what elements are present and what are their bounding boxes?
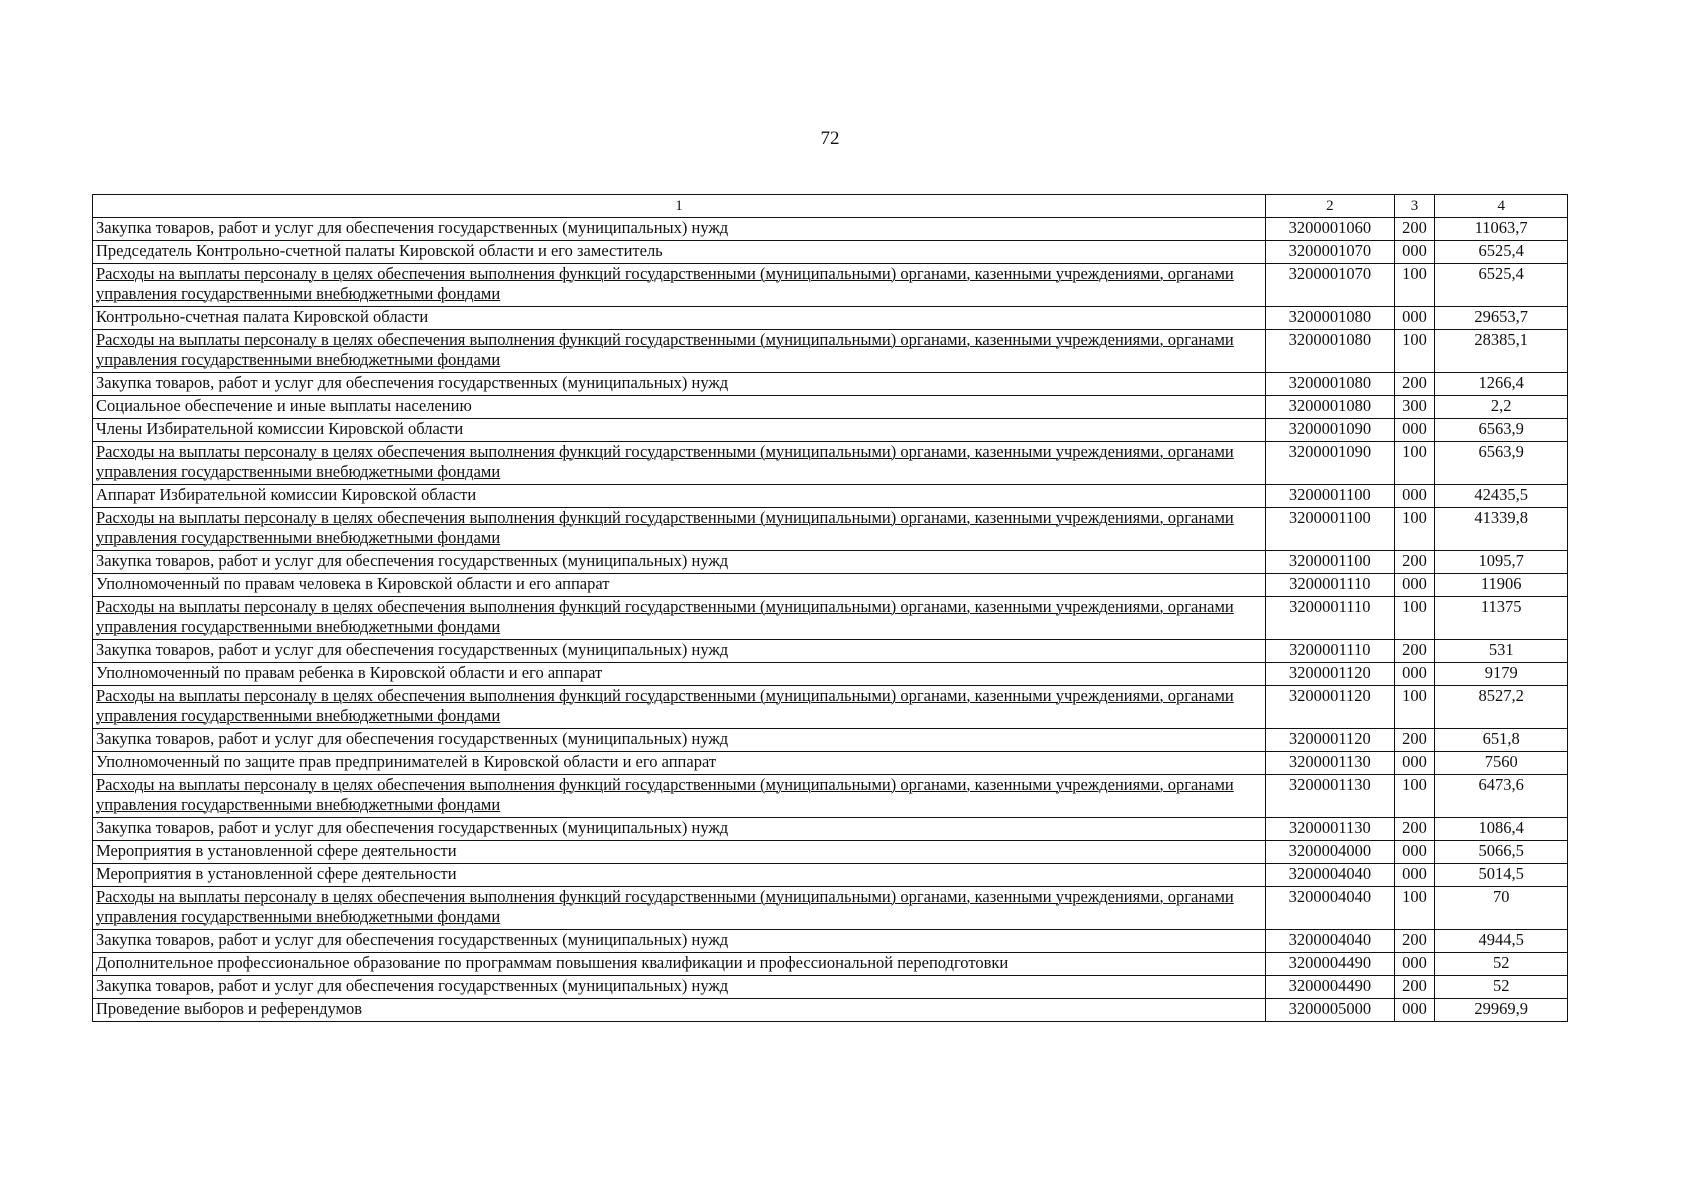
row-sum-cell (1435, 999, 1568, 1022)
row-type-cell (1394, 373, 1435, 396)
row-type-cell (1394, 818, 1435, 841)
row-type-cell (1394, 597, 1435, 640)
table-row (93, 686, 1568, 729)
table-row (93, 841, 1568, 864)
row-type-cell (1394, 729, 1435, 752)
row-type-text: 000 (1402, 999, 1427, 1018)
row-sum-text: 42435,5 (1474, 485, 1528, 504)
table-row (93, 930, 1568, 953)
row-type-text: 000 (1402, 663, 1427, 682)
table-row (93, 999, 1568, 1022)
row-name-cell (93, 330, 1266, 373)
row-type-text: 000 (1402, 241, 1427, 260)
row-name-text: Председатель Контрольно-счетной палаты Кировской области и его заместитель (96, 241, 663, 260)
row-type-cell (1394, 864, 1435, 887)
row-type-cell (1394, 930, 1435, 953)
header-col-1: 1 (93, 195, 1266, 218)
row-type-cell (1394, 976, 1435, 999)
row-code-cell (1266, 551, 1395, 574)
row-code-text: 3200001130 (1288, 818, 1371, 837)
row-sum-text: 651,8 (1482, 729, 1520, 748)
row-code-text: 3200001080 (1288, 396, 1372, 415)
row-sum-cell (1435, 976, 1568, 999)
row-type-cell (1394, 953, 1435, 976)
table-row (93, 419, 1568, 442)
row-sum-text: 70 (1492, 887, 1510, 906)
row-type-cell (1394, 686, 1435, 729)
table-row (93, 307, 1568, 330)
row-type-cell (1394, 442, 1435, 485)
row-name-cell (93, 218, 1266, 241)
row-sum-cell (1435, 396, 1568, 419)
row-name-cell (93, 508, 1266, 551)
row-name-text: Расходы на выплаты персоналу в целях обеспечения выполнения функций государственными (муниципальными) органами, казенными учреждениями, органами управления государственными внебюджетными фондами (96, 686, 1234, 725)
row-name-text: Мероприятия в установленной сфере деятельности (96, 864, 457, 883)
row-sum-text: 29653,7 (1474, 307, 1528, 326)
row-type-cell (1394, 752, 1435, 775)
row-name-cell (93, 241, 1266, 264)
row-sum-cell (1435, 864, 1568, 887)
row-name-text: Контрольно-счетная палата Кировской области (96, 307, 429, 326)
row-sum-text: 6525,4 (1478, 241, 1524, 260)
table-row (93, 729, 1568, 752)
row-name-cell (93, 419, 1266, 442)
row-sum-cell (1435, 241, 1568, 264)
row-code-text: 3200001130 (1288, 775, 1371, 794)
row-sum-text: 5066,5 (1478, 841, 1524, 860)
row-type-text: 100 (1402, 775, 1427, 794)
page-number: 72 (820, 128, 840, 149)
row-name-text: Расходы на выплаты персоналу в целях обеспечения выполнения функций государственными (муниципальными) органами, казенными учреждениями, органами управления государственными внебюджетными фондами (96, 264, 1234, 303)
row-name-text: Члены Избирательной комиссии Кировской области (96, 419, 464, 438)
table-row (93, 264, 1568, 307)
row-name-cell (93, 729, 1266, 752)
table-row (93, 485, 1568, 508)
row-code-text: 3200001110 (1289, 640, 1371, 659)
row-sum-text: 52 (1492, 976, 1510, 995)
row-sum-cell (1435, 841, 1568, 864)
row-name-cell (93, 686, 1266, 729)
row-name-text: Уполномоченный по защите прав предпринимателей в Кировской области и его аппарат (96, 752, 717, 771)
row-code-cell (1266, 818, 1395, 841)
row-name-text: Проведение выборов и референдумов (96, 999, 363, 1018)
row-code-cell (1266, 597, 1395, 640)
row-code-text: 3200001120 (1288, 686, 1371, 705)
row-code-cell (1266, 729, 1395, 752)
table-row (93, 241, 1568, 264)
row-type-text: 000 (1402, 752, 1427, 771)
row-sum-cell (1435, 551, 1568, 574)
row-code-cell (1266, 663, 1395, 686)
row-type-text: 200 (1402, 640, 1427, 659)
row-type-text: 000 (1402, 864, 1427, 883)
table-row (93, 597, 1568, 640)
row-name-cell (93, 999, 1266, 1022)
row-sum-text: 6563,9 (1478, 419, 1524, 438)
table-row (93, 887, 1568, 930)
row-sum-text: 9179 (1484, 663, 1518, 682)
row-name-cell (93, 574, 1266, 597)
row-sum-text: 11063,7 (1474, 218, 1528, 237)
row-type-text: 000 (1402, 574, 1427, 593)
table-row (93, 396, 1568, 419)
row-sum-cell (1435, 775, 1568, 818)
row-code-cell (1266, 752, 1395, 775)
table-body (93, 218, 1568, 1022)
row-sum-cell (1435, 930, 1568, 953)
row-name-text: Закупка товаров, работ и услуг для обеспечения государственных (муниципальных) нужд (96, 930, 729, 949)
row-name-cell (93, 640, 1266, 663)
row-sum-text: 1086,4 (1478, 818, 1524, 837)
row-code-cell (1266, 953, 1395, 976)
row-name-text: Расходы на выплаты персоналу в целях обеспечения выполнения функций государственными (муниципальными) органами, казенными учреждениями, органами управления государственными внебюджетными фондами (96, 508, 1234, 547)
row-name-text: Закупка товаров, работ и услуг для обеспечения государственных (муниципальных) нужд (96, 551, 729, 570)
row-code-text: 3200001070 (1288, 241, 1372, 260)
row-sum-text: 8527,2 (1478, 686, 1524, 705)
row-type-cell (1394, 396, 1435, 419)
row-code-text: 3200001110 (1289, 574, 1371, 593)
row-name-text: Расходы на выплаты персоналу в целях обеспечения выполнения функций государственными (муниципальными) органами, казенными учреждениями, органами управления государственными внебюджетными фондами (96, 442, 1234, 481)
budget-table (92, 194, 1568, 1022)
row-code-cell (1266, 999, 1395, 1022)
row-sum-text: 6473,6 (1478, 775, 1524, 794)
row-type-text: 000 (1402, 307, 1427, 326)
row-type-text: 200 (1402, 218, 1427, 237)
table-row (93, 330, 1568, 373)
row-code-cell (1266, 307, 1395, 330)
row-sum-cell (1435, 686, 1568, 729)
row-code-cell (1266, 419, 1395, 442)
row-name-cell (93, 307, 1266, 330)
table-row (93, 752, 1568, 775)
table-row (93, 574, 1568, 597)
table-row (93, 663, 1568, 686)
row-code-cell (1266, 574, 1395, 597)
row-type-cell (1394, 419, 1435, 442)
row-code-cell (1266, 485, 1395, 508)
row-code-cell (1266, 887, 1395, 930)
row-sum-cell (1435, 373, 1568, 396)
row-name-text: Закупка товаров, работ и услуг для обеспечения государственных (муниципальных) нужд (96, 218, 729, 237)
row-sum-cell (1435, 442, 1568, 485)
row-sum-text: 28385,1 (1474, 330, 1528, 349)
row-code-text: 3200001110 (1289, 597, 1371, 616)
row-type-text: 200 (1402, 729, 1427, 748)
row-sum-text: 11375 (1480, 597, 1522, 616)
header-col-4: 4 (1435, 195, 1568, 218)
row-type-text: 000 (1402, 841, 1427, 860)
row-name-cell (93, 976, 1266, 999)
row-name-cell (93, 841, 1266, 864)
row-type-text: 000 (1402, 419, 1427, 438)
row-code-cell (1266, 218, 1395, 241)
table-row (93, 218, 1568, 241)
table-row (93, 864, 1568, 887)
row-name-text: Расходы на выплаты персоналу в целях обеспечения выполнения функций государственными (муниципальными) органами, казенными учреждениями, органами управления государственными внебюджетными фондами (96, 775, 1234, 814)
row-name-cell (93, 930, 1266, 953)
row-name-cell (93, 818, 1266, 841)
row-name-text: Закупка товаров, работ и услуг для обеспечения государственных (муниципальных) нужд (96, 729, 729, 748)
row-sum-text: 41339,8 (1474, 508, 1528, 527)
row-code-text: 3200004490 (1288, 953, 1372, 972)
row-sum-cell (1435, 752, 1568, 775)
row-sum-cell (1435, 953, 1568, 976)
row-sum-cell (1435, 887, 1568, 930)
row-name-text: Закупка товаров, работ и услуг для обеспечения государственных (муниципальных) нужд (96, 640, 729, 659)
row-code-text: 3200004000 (1288, 841, 1372, 860)
row-type-cell (1394, 775, 1435, 818)
table-row (93, 442, 1568, 485)
header-col-3: 3 (1394, 195, 1435, 218)
header-row (93, 195, 1568, 218)
row-type-text: 100 (1402, 264, 1427, 283)
row-name-text: Мероприятия в установленной сфере деятельности (96, 841, 457, 860)
row-sum-cell (1435, 419, 1568, 442)
row-type-text: 000 (1402, 485, 1427, 504)
row-type-text: 200 (1402, 551, 1427, 570)
row-name-text: Уполномоченный по правам ребенка в Кировской области и его аппарат (96, 663, 603, 682)
row-type-cell (1394, 551, 1435, 574)
row-type-cell (1394, 887, 1435, 930)
row-type-cell (1394, 508, 1435, 551)
row-name-cell (93, 887, 1266, 930)
row-name-text: Расходы на выплаты персоналу в целях обеспечения выполнения функций государственными (муниципальными) органами, казенными учреждениями, органами управления государственными внебюджетными фондами (96, 597, 1234, 636)
row-type-text: 200 (1402, 976, 1427, 995)
row-sum-text: 4944,5 (1478, 930, 1524, 949)
row-sum-text: 1266,4 (1478, 373, 1524, 392)
row-code-text: 3200001120 (1288, 663, 1371, 682)
row-sum-cell (1435, 663, 1568, 686)
row-sum-cell (1435, 597, 1568, 640)
row-code-text: 3200001100 (1288, 485, 1371, 504)
row-code-cell (1266, 841, 1395, 864)
row-code-text: 3200004040 (1288, 887, 1372, 906)
row-type-cell (1394, 330, 1435, 373)
row-code-text: 3200004040 (1288, 930, 1372, 949)
row-name-cell (93, 442, 1266, 485)
row-code-cell (1266, 640, 1395, 663)
table-row (93, 818, 1568, 841)
header-col-2: 2 (1266, 195, 1395, 218)
row-name-cell (93, 597, 1266, 640)
row-type-text: 200 (1402, 930, 1427, 949)
row-type-cell (1394, 999, 1435, 1022)
row-type-cell (1394, 218, 1435, 241)
row-type-cell (1394, 841, 1435, 864)
row-code-cell (1266, 241, 1395, 264)
row-type-text: 000 (1402, 953, 1427, 972)
row-code-text: 3200005000 (1288, 999, 1372, 1018)
row-name-text: Аппарат Избирательной комиссии Кировской области (96, 485, 477, 504)
table-row (93, 551, 1568, 574)
row-name-text: Расходы на выплаты персоналу в целях обеспечения выполнения функций государственными (муниципальными) органами, казенными учреждениями, органами управления государственными внебюджетными фондами (96, 887, 1234, 926)
row-name-text: Закупка товаров, работ и услуг для обеспечения государственных (муниципальных) нужд (96, 373, 729, 392)
row-code-cell (1266, 864, 1395, 887)
table-row (93, 775, 1568, 818)
table-row (93, 373, 1568, 396)
row-name-text: Закупка товаров, работ и услуг для обеспечения государственных (муниципальных) нужд (96, 976, 729, 995)
row-name-cell (93, 264, 1266, 307)
row-sum-cell (1435, 729, 1568, 752)
row-name-cell (93, 485, 1266, 508)
row-sum-cell (1435, 574, 1568, 597)
row-code-cell (1266, 442, 1395, 485)
row-code-text: 3200001120 (1288, 729, 1371, 748)
row-sum-cell (1435, 307, 1568, 330)
row-sum-cell (1435, 485, 1568, 508)
row-code-text: 3200001080 (1288, 307, 1372, 326)
row-sum-text: 2,2 (1490, 396, 1512, 415)
row-code-text: 3200001100 (1288, 551, 1371, 570)
row-type-cell (1394, 574, 1435, 597)
row-sum-cell (1435, 508, 1568, 551)
row-code-cell (1266, 330, 1395, 373)
row-type-text: 100 (1402, 508, 1427, 527)
row-name-cell (93, 551, 1266, 574)
row-sum-text: 6525,4 (1478, 264, 1524, 283)
row-code-cell (1266, 775, 1395, 818)
row-name-cell (93, 864, 1266, 887)
row-sum-text: 29969,9 (1474, 999, 1528, 1018)
row-code-text: 3200004490 (1288, 976, 1372, 995)
row-sum-cell (1435, 330, 1568, 373)
row-type-cell (1394, 241, 1435, 264)
row-type-cell (1394, 485, 1435, 508)
row-code-text: 3200001080 (1288, 330, 1372, 349)
row-name-text: Закупка товаров, работ и услуг для обеспечения государственных (муниципальных) нужд (96, 818, 729, 837)
row-sum-text: 1095,7 (1478, 551, 1524, 570)
row-sum-cell (1435, 264, 1568, 307)
row-name-cell (93, 373, 1266, 396)
row-sum-cell (1435, 218, 1568, 241)
row-type-cell (1394, 663, 1435, 686)
row-type-text: 100 (1402, 330, 1427, 349)
row-code-cell (1266, 930, 1395, 953)
row-code-text: 3200001070 (1288, 264, 1372, 283)
row-type-cell (1394, 264, 1435, 307)
row-code-text: 3200004040 (1288, 864, 1372, 883)
row-sum-text: 531 (1488, 640, 1514, 659)
row-code-text: 3200001090 (1288, 442, 1372, 461)
row-type-text: 100 (1402, 442, 1427, 461)
table-row (93, 976, 1568, 999)
row-code-cell (1266, 508, 1395, 551)
row-type-text: 200 (1402, 818, 1427, 837)
row-sum-text: 52 (1492, 953, 1510, 972)
row-name-text: Уполномоченный по правам человека в Кировской области и его аппарат (96, 574, 610, 593)
row-code-text: 3200001080 (1288, 373, 1372, 392)
row-name-cell (93, 752, 1266, 775)
row-code-cell (1266, 396, 1395, 419)
row-code-text: 3200001100 (1288, 508, 1371, 527)
row-name-cell (93, 663, 1266, 686)
row-type-text: 200 (1402, 373, 1427, 392)
row-type-cell (1394, 307, 1435, 330)
row-name-cell (93, 775, 1266, 818)
row-type-cell (1394, 640, 1435, 663)
row-type-text: 100 (1402, 686, 1427, 705)
row-code-text: 3200001060 (1288, 218, 1372, 237)
row-sum-text: 6563,9 (1478, 442, 1524, 461)
table-row (93, 508, 1568, 551)
table-row (93, 953, 1568, 976)
row-type-text: 100 (1402, 597, 1427, 616)
row-sum-text: 11906 (1480, 574, 1522, 593)
row-code-cell (1266, 373, 1395, 396)
row-name-text: Расходы на выплаты персоналу в целях обеспечения выполнения функций государственными (муниципальными) органами, казенными учреждениями, органами управления государственными внебюджетными фондами (96, 330, 1234, 369)
row-sum-text: 5014,5 (1478, 864, 1524, 883)
row-name-cell (93, 953, 1266, 976)
row-name-text: Социальное обеспечение и иные выплаты населению (96, 396, 472, 415)
row-code-cell (1266, 686, 1395, 729)
row-sum-cell (1435, 640, 1568, 663)
row-code-text: 3200001090 (1288, 419, 1372, 438)
row-sum-cell (1435, 818, 1568, 841)
row-name-cell (93, 396, 1266, 419)
row-sum-text: 7560 (1484, 752, 1518, 771)
row-name-text: Дополнительное профессиональное образование по программам повышения квалификации и профессиональной переподготовки (96, 953, 1009, 972)
row-type-text: 300 (1402, 396, 1427, 415)
row-type-text: 100 (1402, 887, 1427, 906)
row-code-cell (1266, 264, 1395, 307)
table-row (93, 640, 1568, 663)
row-code-cell (1266, 976, 1395, 999)
row-code-text: 3200001130 (1288, 752, 1371, 771)
